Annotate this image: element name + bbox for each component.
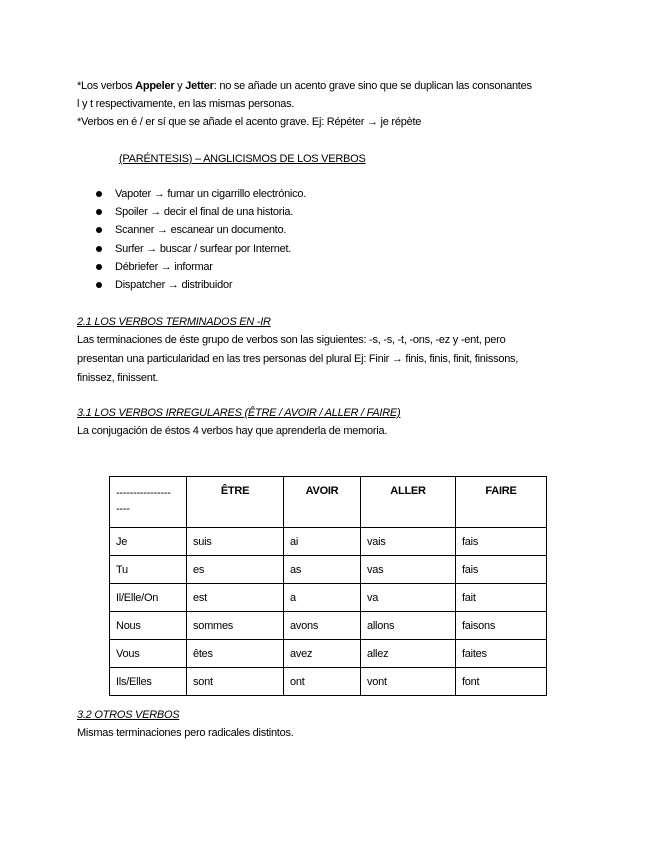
table-header-row bbox=[110, 477, 547, 528]
table-cell: fais bbox=[456, 556, 547, 584]
pronoun-cell: Ils/Elles bbox=[110, 668, 187, 696]
table-cell: font bbox=[456, 668, 547, 696]
section-2-1-line: finissez, finissent. bbox=[77, 372, 159, 384]
bold-jetter: Jetter bbox=[185, 80, 214, 92]
section-3-1 bbox=[77, 404, 587, 440]
table-row bbox=[110, 528, 547, 556]
pronoun-cell: Il/Elle/On bbox=[110, 584, 187, 612]
list-item: Vapoter → fumar un cigarrillo electrónico. bbox=[96, 185, 306, 203]
note-appeler-jetter: *Los verbos Appeler y Jetter: no se añade un acento grave sino que se duplican las consonantes bbox=[77, 80, 532, 92]
table-cell: allez bbox=[361, 640, 456, 668]
list-item: Scanner → escanear un documento. bbox=[96, 221, 306, 239]
table-row bbox=[110, 584, 547, 612]
table-row bbox=[110, 612, 547, 640]
table-row bbox=[110, 668, 547, 696]
header-avoir: AVOIR bbox=[284, 477, 361, 528]
table-cell: ont bbox=[284, 668, 361, 696]
section-2-1-line: Las terminaciones de éste grupo de verbos son las siguientes: -s, -s, -t, -ons, -ez y -ent, pero bbox=[77, 334, 506, 346]
table-cell: ai bbox=[284, 528, 361, 556]
table-cell: vas bbox=[361, 556, 456, 584]
table-corner-cell: ---------------- ---- bbox=[110, 477, 187, 528]
table-cell: êtes bbox=[187, 640, 284, 668]
table-cell: vais bbox=[361, 528, 456, 556]
header-aller: ALLER bbox=[361, 477, 456, 528]
parenthesis-title: (PARÉNTESIS) – ANGLICISMOS DE LOS VERBOS bbox=[119, 153, 366, 165]
section-2-1-title: 2.1 LOS VERBOS TERMINADOS EN -IR bbox=[77, 316, 271, 328]
pronoun-cell: Tu bbox=[110, 556, 187, 584]
section-3-2 bbox=[77, 706, 587, 742]
pronoun-cell: Nous bbox=[110, 612, 187, 640]
header-etre: ÊTRE bbox=[187, 477, 284, 528]
table-cell: fais bbox=[456, 528, 547, 556]
table-cell: avons bbox=[284, 612, 361, 640]
section-3-2-text: Mismas terminaciones pero radicales distintos. bbox=[77, 727, 294, 739]
table-cell: vont bbox=[361, 668, 456, 696]
table-row bbox=[110, 640, 547, 668]
table-cell: faisons bbox=[456, 612, 547, 640]
table-cell: allons bbox=[361, 612, 456, 640]
table-cell: fait bbox=[456, 584, 547, 612]
section-3-1-title: 3.1 LOS VERBOS IRREGULARES (ÊTRE / AVOIR / ALLER / FAIRE) bbox=[77, 407, 401, 419]
table-cell: as bbox=[284, 556, 361, 584]
table-row bbox=[110, 556, 547, 584]
table-cell: a bbox=[284, 584, 361, 612]
pronoun-cell: Je bbox=[110, 528, 187, 556]
table-cell: suis bbox=[187, 528, 284, 556]
list-item: Spoiler → decir el final de una historia. bbox=[96, 203, 306, 221]
table-cell: sont bbox=[187, 668, 284, 696]
note-consonants: l y t respectivamente, en las mismas personas. bbox=[77, 98, 295, 110]
table-cell: es bbox=[187, 556, 284, 584]
table-cell: avez bbox=[284, 640, 361, 668]
conjugation-table bbox=[109, 476, 547, 696]
anglicisms-list bbox=[96, 185, 306, 294]
table-cell: va bbox=[361, 584, 456, 612]
table-cell: sommes bbox=[187, 612, 284, 640]
section-3-1-text: La conjugación de éstos 4 verbos hay que aprenderla de memoria. bbox=[77, 425, 388, 437]
section-2-1 bbox=[77, 313, 587, 388]
list-item: Dispatcher → distribuidor bbox=[96, 276, 306, 294]
note-accent-grave: *Verbos en é / er sí que se añade el acento grave. Ej: Répéter → je répète bbox=[77, 116, 422, 128]
table-cell: est bbox=[187, 584, 284, 612]
notes-block bbox=[77, 77, 587, 131]
header-faire: FAIRE bbox=[456, 477, 547, 528]
table-cell: faites bbox=[456, 640, 547, 668]
section-3-2-title: 3.2 OTROS VERBOS bbox=[77, 709, 180, 721]
bold-appeler: Appeler bbox=[135, 80, 175, 92]
pronoun-cell: Vous bbox=[110, 640, 187, 668]
list-item: Surfer → buscar / surfear por Internet. bbox=[96, 240, 306, 258]
section-2-1-line: presentan una particularidad en las tres personas del plural Ej: Finir → finis, finis, finit, finissons, bbox=[77, 353, 519, 365]
list-item: Débriefer → informar bbox=[96, 258, 306, 276]
